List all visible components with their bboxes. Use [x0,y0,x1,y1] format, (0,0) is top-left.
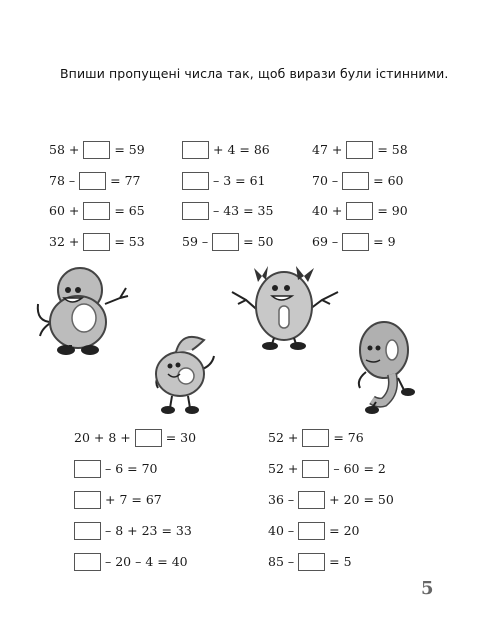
expression-text: – 60 = 2 [333,461,386,476]
digit-8-character [38,268,128,355]
exercise-expression [268,428,364,448]
expression-text: 52 + [268,461,299,476]
exercise-expression [49,232,145,252]
expression-text: 40 – [268,523,295,538]
exercise-expression [312,140,408,160]
exercise-expression [312,232,396,252]
expression-text: = 20 [329,523,360,538]
exercise-expression [182,140,270,160]
answer-box[interactable] [342,233,369,251]
answer-box[interactable] [74,553,101,571]
expression-text: = 50 [243,234,274,249]
expression-text: + 4 = 86 [213,142,270,157]
expression-text: = 5 [329,554,352,569]
exercise-expression [268,490,394,510]
expression-text: = 60 [373,173,404,188]
answer-box[interactable] [346,202,373,220]
exercise-expression [268,521,360,541]
answer-box[interactable] [182,141,209,159]
expression-text: = 9 [373,234,396,249]
answer-box[interactable] [302,460,329,478]
expression-text: – 43 = 35 [213,203,274,218]
digit-0-character [232,266,338,350]
digit-6-character [156,337,214,414]
expression-text: 70 – [312,173,339,188]
answer-box[interactable] [135,429,162,447]
expression-text: + 20 = 50 [329,492,394,507]
exercise-expression [182,171,266,191]
answer-box[interactable] [83,233,110,251]
answer-box[interactable] [74,522,101,540]
expression-text: = 30 [165,430,197,445]
instruction-text: Впиши пропущені числа так, щоб вирази були істинними. [60,66,449,81]
answer-box[interactable] [182,172,209,190]
digit-9-character [359,322,415,414]
answer-box[interactable] [83,141,110,159]
expression-text: – 8 + 23 = 33 [105,523,192,538]
exercise-expression [312,201,408,221]
exercise-expression [74,552,188,572]
answer-box[interactable] [298,491,325,509]
exercise-expression [182,201,273,221]
exercise-expression [182,232,274,252]
expression-text: 85 – [268,554,295,569]
expression-text: 32 + [49,234,80,249]
expression-text: = 65 [114,203,145,218]
exercise-expression [74,459,158,479]
answer-box[interactable] [302,429,329,447]
expression-text: 78 – [49,173,76,188]
answer-box[interactable] [83,202,110,220]
answer-box[interactable] [74,460,101,478]
expression-text: 60 + [49,203,80,218]
expression-text: – 6 = 70 [105,461,158,476]
exercise-expression [268,552,352,572]
expression-text: 47 + [312,142,343,157]
exercise-expression [312,171,404,191]
expression-text: + 7 = 67 [105,492,162,507]
expression-text: = 58 [377,142,408,157]
expression-text: 59 – [182,234,209,249]
exercise-expression [74,490,162,510]
answer-box[interactable] [346,141,373,159]
page-number: 5 [421,578,434,599]
expression-text: 52 + [268,430,299,445]
answer-box[interactable] [298,553,325,571]
expression-text: = 77 [110,173,141,188]
exercise-expression [49,140,145,160]
exercise-expression [49,171,141,191]
exercise-expression [74,521,192,541]
answer-box[interactable] [182,202,209,220]
exercise-expression [268,459,386,479]
expression-text: 20 + 8 + [74,430,131,445]
answer-box[interactable] [212,233,239,251]
expression-text: – 20 – 4 = 40 [105,554,188,569]
answer-box[interactable] [74,491,101,509]
answer-box[interactable] [342,172,369,190]
exercise-expression [49,201,145,221]
expression-text: = 90 [377,203,408,218]
expression-text: = 53 [114,234,145,249]
expression-text: 69 – [312,234,339,249]
expression-text: 58 + [49,142,80,157]
expression-text: = 59 [114,142,145,157]
expression-text: – 3 = 61 [213,173,266,188]
expression-text: = 76 [333,430,364,445]
expression-text: 40 + [312,203,343,218]
answer-box[interactable] [298,522,325,540]
answer-box[interactable] [79,172,106,190]
expression-text: 36 – [268,492,295,507]
exercise-expression [74,428,196,448]
